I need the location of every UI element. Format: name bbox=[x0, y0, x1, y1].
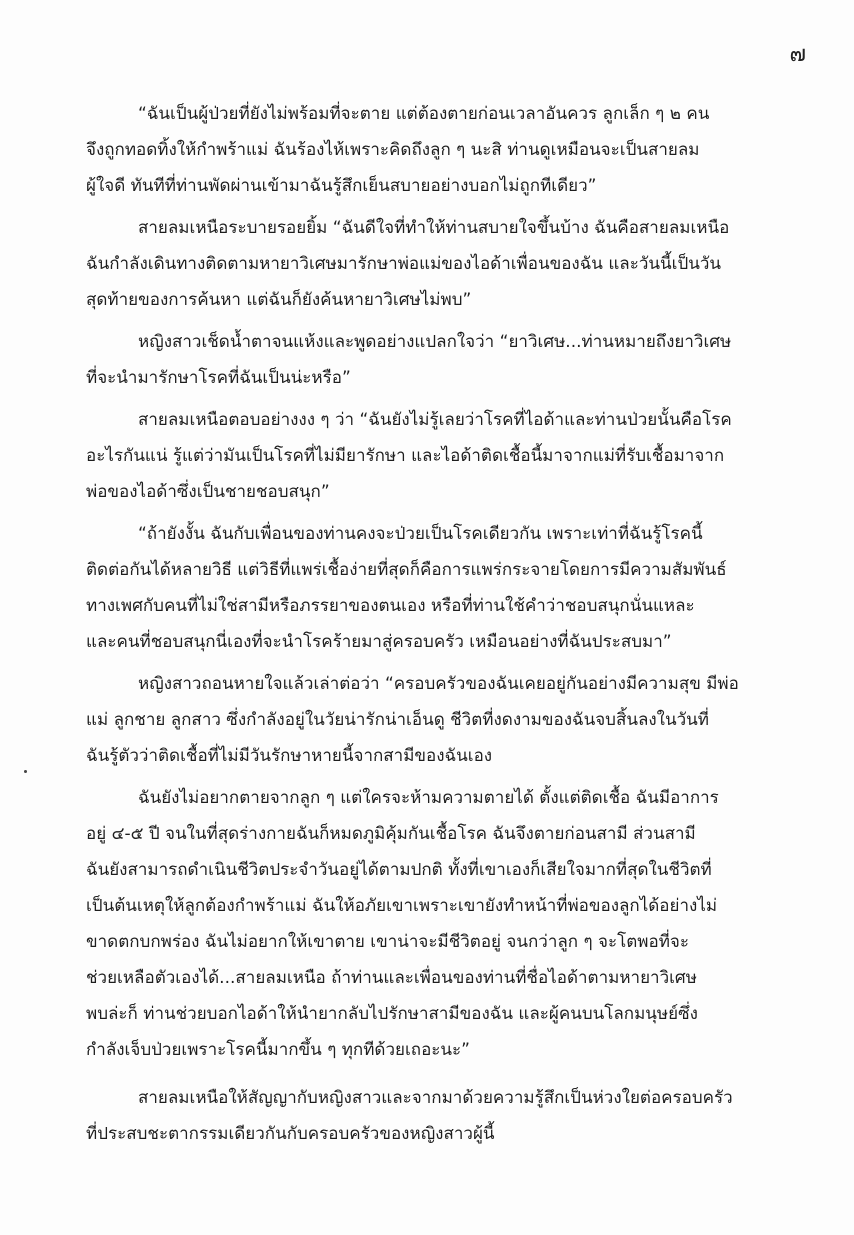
paragraph-7 bbox=[86, 780, 806, 1068]
text-line: สายลมเหนือตอบอย่างงง ๆ ว่า “ฉันยังไม่รู้เลยว่าโรคที่ไอด้าและท่านป่วยนั้นคือโรค bbox=[138, 410, 732, 430]
paragraph-5 bbox=[86, 516, 806, 660]
text-line: ขาดตกบกพร่อง ฉันไม่อยากให้เขาตาย เขาน่าจะมีชีวิตอยู่ จนกว่าลูก ๆ จะโตพอที่จะ bbox=[86, 932, 690, 952]
text-line: จึงถูกทอดทิ้งให้กำพร้าแม่ ฉันร้องไห้เพราะคิดถึงลูก ๆ นะสิ ท่านดูเหมือนจะเป็นสายลม bbox=[86, 140, 700, 160]
text-line: ฉันรู้ตัวว่าติดเชื้อที่ไม่มีวันรักษาหายนี้จากสามีของฉันเอง bbox=[86, 746, 493, 766]
scan-speck bbox=[24, 770, 27, 773]
text-line: ทางเพศกับคนที่ไม่ใช่สามีหรือภรรยาของตนเอง หรือที่ท่านใช้คำว่าชอบสนุกนั่นแหละ bbox=[86, 596, 695, 616]
text-line: พบล่ะก็ ท่านช่วยบอกไอด้าให้นำยากลับไปรักษาสามีของฉัน และผู้คนบนโลกมนุษย์ซึ่ง bbox=[86, 1004, 698, 1024]
text-line: ฉันยังสามารถดำเนินชีวิตประจำวันอยู่ได้ตามปกติ ทั้งที่เขาเองก็เสียใจมากที่สุดในชีวิตที่ bbox=[86, 860, 712, 880]
text-line: หญิงสาวเช็ดน้ำตาจนแห้งและพูดอย่างแปลกใจว่า “ยาวิเศษ...ท่านหมายถึงยาวิเศษ bbox=[138, 332, 732, 352]
paragraph-3 bbox=[86, 324, 806, 396]
text-line: หญิงสาวถอนหายใจแล้วเล่าต่อว่า “ครอบครัวของฉันเคยอยู่กันอย่างมีความสุข มีพ่อ bbox=[138, 674, 739, 694]
text-line: อยู่ ๔-๕ ปี จนในที่สุดร่างกายฉันก็หมดภูมิคุ้มกันเชื้อโรค ฉันจึงตายก่อนสามี ส่วนสามี bbox=[86, 824, 696, 844]
paragraph-8 bbox=[86, 1080, 806, 1152]
text-line: ที่จะนำมารักษาโรคที่ฉันเป็นน่ะหรือ” bbox=[86, 368, 351, 388]
text-line: สายลมเหนือให้สัญญากับหญิงสาวและจากมาด้วยความรู้สึกเป็นห่วงใยต่อครอบครัว bbox=[138, 1088, 733, 1108]
text-line: กำลังเจ็บป่วยเพราะโรคนี้มากขึ้น ๆ ทุกทีด้วยเถอะนะ” bbox=[86, 1040, 470, 1060]
text-line: ผู้ใจดี ทันทีที่ท่านพัดผ่านเข้ามาฉันรู้สึกเย็นสบายอย่างบอกไม่ถูกทีเดียว” bbox=[86, 176, 597, 196]
page-number: ๗ bbox=[789, 42, 806, 67]
text-line: “ฉันเป็นผู้ป่วยที่ยังไม่พร้อมที่จะตาย แต่ต้องตายก่อนเวลาอันควร ลูกเล็ก ๆ ๒ คน bbox=[138, 104, 710, 124]
text-line: ติดต่อกันได้หลายวิธี แต่วิธีที่แพร่เชื้อง่ายที่สุดก็คือการแพร่กระจายโดยการมีความสัมพันธ์ bbox=[86, 560, 727, 580]
text-line: และคนที่ชอบสนุกนี่เองที่จะนำโรคร้ายมาสู่ครอบครัว เหมือนอย่างที่ฉันประสบมา” bbox=[86, 632, 672, 652]
paragraph-6 bbox=[86, 666, 806, 774]
paragraph-1 bbox=[86, 96, 806, 204]
text-line: ฉันกำลังเดินทางติดตามหายาวิเศษมารักษาพ่อแม่ของไอด้าเพื่อนของฉัน และวันนี้เป็นวัน bbox=[86, 254, 722, 274]
text-line: เป็นต้นเหตุให้ลูกต้องกำพร้าแม่ ฉันให้อภัยเขาเพราะเขายังทำหน้าที่พ่อของลูกได้อย่างไม่ bbox=[86, 896, 718, 916]
paragraph-2 bbox=[86, 210, 806, 318]
text-line: ที่ประสบชะตากรรมเดียวกันกับครอบครัวของหญิงสาวผู้นี้ bbox=[86, 1124, 495, 1144]
text-line: ฉันยังไม่อยากตายจากลูก ๆ แต่ใครจะห้ามความตายได้ ตั้งแต่ติดเชื้อ ฉันมีอาการ bbox=[138, 788, 719, 808]
paragraph-4 bbox=[86, 402, 806, 510]
text-line: พ่อของไอด้าซึ่งเป็นชายชอบสนุก” bbox=[86, 482, 330, 502]
text-line: แม่ ลูกชาย ลูกสาว ซึ่งกำลังอยู่ในวัยน่ารักน่าเอ็นดู ชีวิตที่งดงามของฉันจบสิ้นลงในวันที่ bbox=[86, 710, 709, 730]
text-line: สายลมเหนือระบายรอยยิ้ม “ฉันดีใจที่ทำให้ท่านสบายใจขึ้นบ้าง ฉันคือสายลมเหนือ bbox=[138, 218, 730, 238]
body-text bbox=[86, 96, 806, 1152]
text-line: สุดท้ายของการค้นหา แต่ฉันก็ยังค้นหายาวิเศษไม่พบ” bbox=[86, 290, 472, 310]
text-line: “ถ้ายังงั้น ฉันกับเพื่อนของท่านคงจะป่วยเป็นโรคเดียวกัน เพราะเท่าที่ฉันรู้โรคนี้ bbox=[138, 524, 703, 544]
text-line: อะไรกันแน่ รู้แต่ว่ามันเป็นโรคที่ไม่มียารักษา และไอด้าติดเชื้อนี้มาจากแม่ที่รับเชื้อมาจาก bbox=[86, 446, 725, 466]
text-line: ช่วยเหลือตัวเองได้...สายลมเหนือ ถ้าท่านและเพื่อนของท่านที่ชื่อไอด้าตามหายาวิเศษ bbox=[86, 968, 697, 988]
